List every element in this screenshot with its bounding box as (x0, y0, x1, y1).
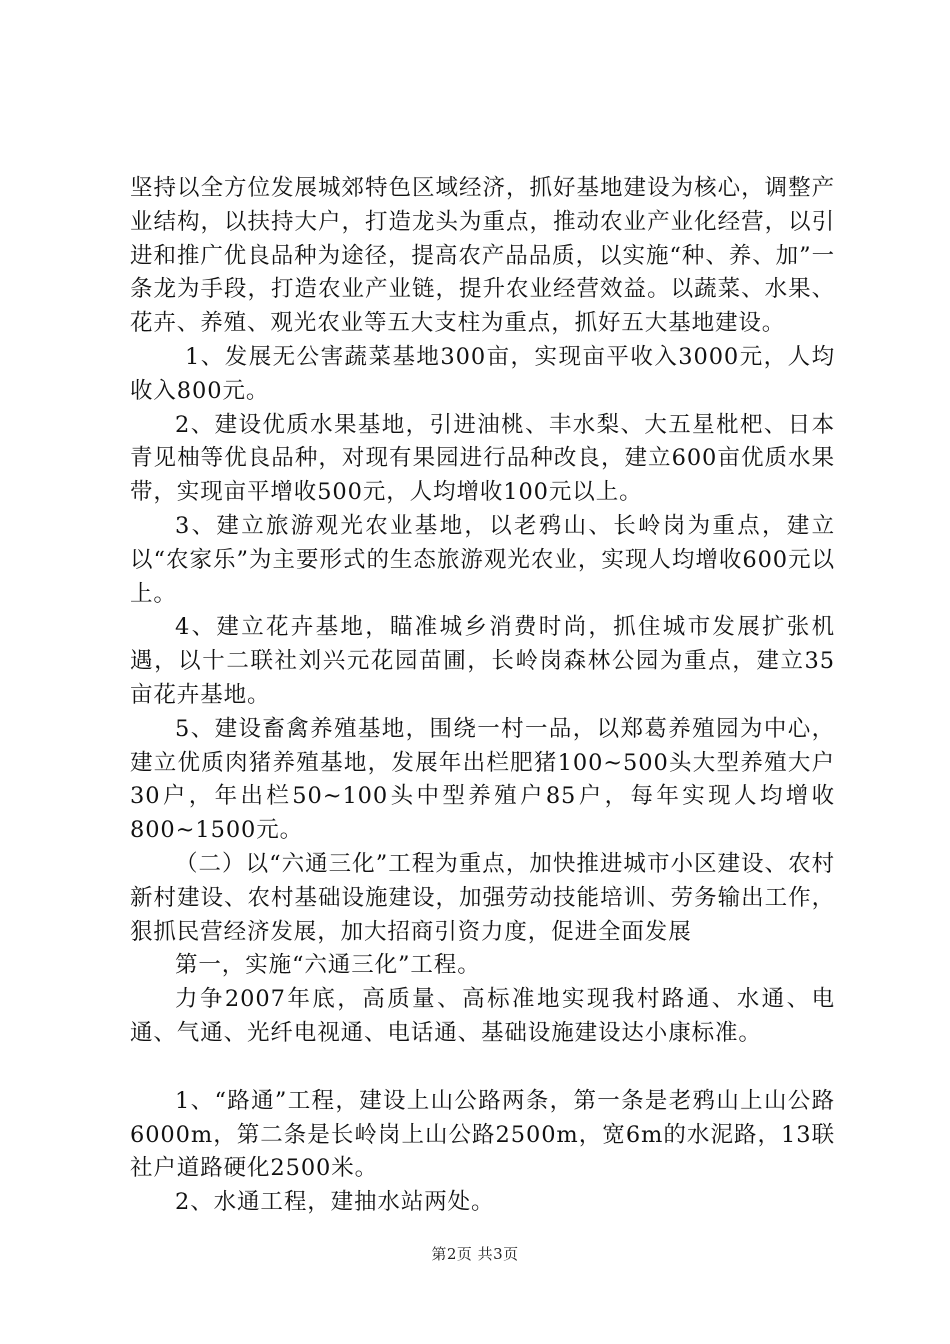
paragraph-item-4-flowers: 4、建立花卉基地，瞄准城乡消费时尚，抓住城市发展扩张机遇，以十二联社刘兴元花园苗圃，长岭岗森林公园为重点，建立35亩花卉基地。 (130, 614, 835, 708)
paragraph-item-1-vegetables: 1、发展无公害蔬菜基地300亩，实现亩平收入3000元，人均收入800元。 (130, 343, 835, 404)
paragraph-water-project: 2、水通工程，建抽水站两处。 (175, 1189, 495, 1216)
paragraph-item-2-fruit: 2、建设优质水果基地，引进油桃、丰水梨、大五星枇杷、日本青见柚等优良品种，对现有果园进行品种改良，建立600亩优质水果带，实现亩平增收500元，人均增收100元以上。 (130, 411, 835, 506)
paragraph-section-2: （二）以“六通三化”工程为重点，加快推进城市小区建设、农村新村建设、农村基础设施建设，加强劳动技能培训、劳务输出工作，狠抓民营经济发展，加大招商引资力度，促进全面发展 (130, 850, 835, 945)
paragraph-goal-2007: 力争2007年底，高质量、高标准地实现我村路通、水通、电通、气通、光纤电视通、电话通、基础设施建设达小康标准。 (130, 986, 835, 1046)
page-number-footer: 第2页 共3页 (431, 1245, 519, 1263)
paragraph-item-3-tourism: 3、建立旅游观光农业基地，以老鸦山、长岭岗为重点，建立以“农家乐”为主要形式的生态旅游观光农业，实现人均增收600元以上。 (130, 512, 835, 607)
paragraph-intro: 坚持以全方位发展城郊特色区域经济，抓好基地建设为核心，调整产业结构，以扶持大户，打造龙头为重点，推动农业产业化经营，以引进和推广优良品种为途径，提高农产品品质，以实施“种、养、加”一条龙为手段，打造农业产业链，提升农业经营效益。以蔬菜、水果、花卉、养殖、观光农业等五大支柱为重点，抓好五大基地建设。 (130, 175, 835, 337)
paragraph-road-project: 1、“路通”工程，建设上山公路两条，第一条是老鸦山上山公路6000m，第二条是长岭岗上山公路2500m，宽6m的水泥路，13联社户道路硬化2500米。 (130, 1087, 835, 1182)
paragraph-spacer (130, 1051, 835, 1085)
paragraph-first-heading: 第一，实施“六通三化”工程。 (175, 952, 481, 979)
paragraph-item-5-livestock: 5、建设畜禽养殖基地，围绕一村一品，以郑葛养殖园为中心，建立优质肉猪养殖基地，发展年出栏肥猪100~500头大型养殖大户30户，年出栏50~100头中型养殖户85户，每年实现人均增收800~1500元。 (130, 715, 835, 844)
document-body (130, 172, 835, 1220)
